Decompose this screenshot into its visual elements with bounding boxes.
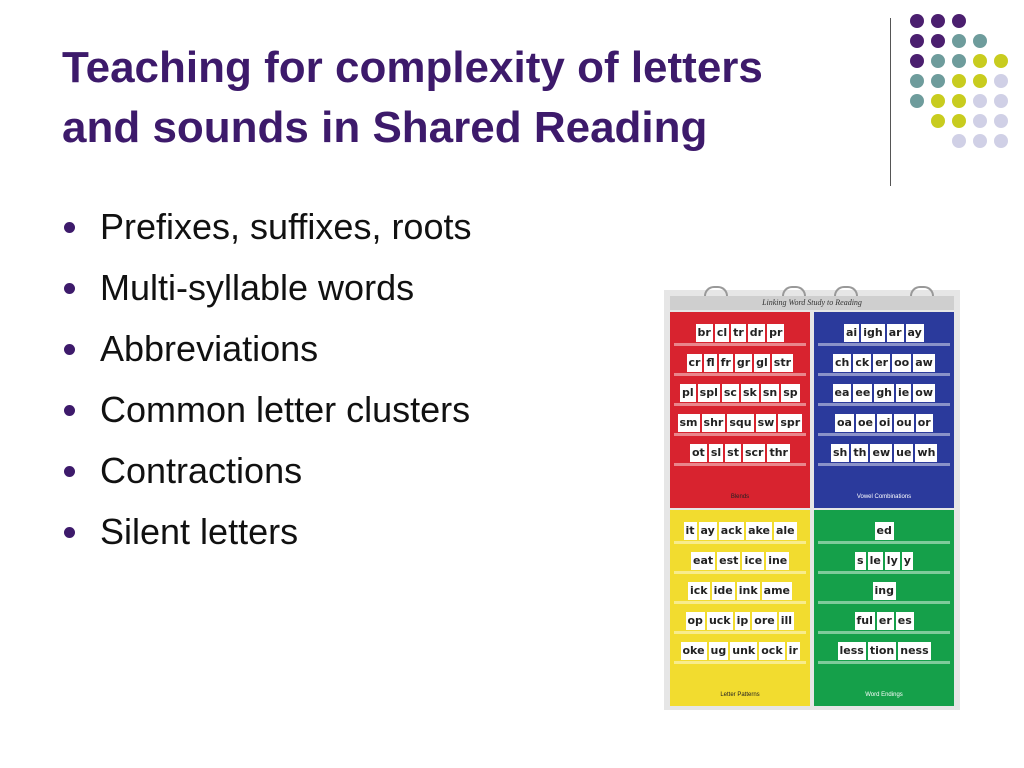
pocket-strip	[818, 661, 950, 664]
word-card-row	[684, 522, 797, 540]
decor-dot	[952, 94, 966, 108]
word-card: thr	[767, 444, 790, 462]
section-label: Letter Patterns	[720, 692, 760, 698]
decor-dot	[973, 34, 987, 48]
bullet-dot-icon	[64, 405, 75, 416]
pocket-strip	[818, 373, 950, 376]
word-card: shr	[702, 414, 726, 432]
bullet-list	[62, 196, 471, 562]
word-card: ing	[873, 582, 896, 600]
word-card-row	[833, 384, 936, 402]
pocket-chart-endings-section	[814, 510, 954, 706]
word-card: ill	[779, 612, 794, 630]
section-label: Word Endings	[865, 692, 903, 698]
bullet-dot-icon	[64, 283, 75, 294]
slide-title	[62, 38, 892, 158]
word-card: sl	[709, 444, 723, 462]
decor-dot	[994, 134, 1008, 148]
word-card: spl	[698, 384, 720, 402]
decor-dot	[952, 34, 966, 48]
word-card: ed	[875, 522, 894, 540]
decor-dot	[910, 14, 924, 28]
word-card: ack	[719, 522, 744, 540]
word-card-row	[855, 612, 914, 630]
word-card: es	[896, 612, 914, 630]
word-card: er	[877, 612, 894, 630]
pocket-strip	[674, 541, 806, 544]
word-card: le	[868, 552, 883, 570]
word-card: ly	[885, 552, 900, 570]
word-card: aw	[913, 354, 935, 372]
word-card: est	[717, 552, 740, 570]
pocket-strip	[674, 571, 806, 574]
decor-dot	[931, 34, 945, 48]
word-card-row	[690, 444, 790, 462]
word-card: ip	[735, 612, 751, 630]
word-card: less	[838, 642, 866, 660]
word-card: ore	[752, 612, 776, 630]
bullet-item	[62, 196, 471, 257]
word-card-row	[875, 522, 894, 540]
word-card: eat	[691, 552, 715, 570]
pocket-strip	[674, 343, 806, 346]
word-card: ar	[887, 324, 904, 342]
word-card-row	[688, 582, 792, 600]
word-card: sp	[781, 384, 799, 402]
word-card-row	[691, 552, 789, 570]
bullet-dot-icon	[64, 527, 75, 538]
pocket-chart-photo	[664, 290, 960, 710]
bullet-item	[62, 257, 471, 318]
pocket-strip	[818, 541, 950, 544]
title-divider-line	[890, 18, 891, 186]
word-card: oe	[856, 414, 875, 432]
pocket-strip	[674, 661, 806, 664]
word-card: ale	[774, 522, 797, 540]
word-card: ink	[737, 582, 760, 600]
word-card: oke	[681, 642, 707, 660]
word-card: th	[851, 444, 868, 462]
decor-dot	[973, 94, 987, 108]
pocket-strip	[674, 433, 806, 436]
word-card: ue	[894, 444, 913, 462]
bullet-item	[62, 440, 471, 501]
word-card: ee	[853, 384, 872, 402]
word-card: cl	[715, 324, 729, 342]
word-card: tion	[868, 642, 896, 660]
word-card: ie	[896, 384, 911, 402]
word-card: ake	[746, 522, 772, 540]
decor-dot	[994, 94, 1008, 108]
decor-dot	[973, 74, 987, 88]
word-card: wh	[915, 444, 937, 462]
word-card: ide	[712, 582, 735, 600]
word-card: sw	[756, 414, 777, 432]
word-card: ful	[855, 612, 875, 630]
word-card: gh	[874, 384, 894, 402]
decor-dot	[973, 114, 987, 128]
word-card: ay	[906, 324, 924, 342]
pocket-chart-header: Linking Word Study to Reading	[670, 296, 954, 310]
decor-dot	[994, 54, 1008, 68]
word-card: ir	[787, 642, 800, 660]
bullet-text: Multi-syllable words	[100, 267, 415, 308]
word-card-row	[831, 444, 937, 462]
word-card: ine	[766, 552, 789, 570]
pocket-strip	[818, 403, 950, 406]
word-card: y	[902, 552, 913, 570]
word-card: pr	[767, 324, 784, 342]
word-card: cr	[687, 354, 703, 372]
word-card: ock	[759, 642, 784, 660]
pocket-strip	[674, 403, 806, 406]
word-card: ew	[870, 444, 892, 462]
pocket-strip	[674, 463, 806, 466]
word-card: uck	[707, 612, 733, 630]
decor-dot	[931, 74, 945, 88]
pocket-strip	[674, 373, 806, 376]
word-card: op	[686, 612, 705, 630]
bullet-item	[62, 318, 471, 379]
pocket-strip	[674, 601, 806, 604]
pocket-chart-vowel-section	[814, 312, 954, 508]
bullet-dot-icon	[64, 344, 75, 355]
pocket-strip	[818, 601, 950, 604]
word-card: ick	[688, 582, 710, 600]
word-card: squ	[727, 414, 753, 432]
word-card: ot	[690, 444, 707, 462]
word-card: st	[725, 444, 741, 462]
word-card: fr	[719, 354, 733, 372]
decor-dot	[931, 94, 945, 108]
pocket-chart-blends-section	[670, 312, 810, 508]
decorative-dot-grid	[910, 14, 1020, 164]
word-card: sm	[678, 414, 700, 432]
word-card: sc	[722, 384, 739, 402]
bullet-dot-icon	[64, 466, 75, 477]
word-card: ame	[762, 582, 792, 600]
word-card: it	[684, 522, 697, 540]
word-card: ck	[853, 354, 871, 372]
word-card-row	[686, 612, 795, 630]
decor-dot	[910, 54, 924, 68]
decor-dot	[952, 74, 966, 88]
word-card: oi	[877, 414, 892, 432]
word-card-row	[838, 642, 931, 660]
word-card-row	[873, 582, 896, 600]
section-label: Blends	[730, 494, 750, 500]
word-card: spr	[778, 414, 802, 432]
decor-dot	[952, 134, 966, 148]
decor-dot	[973, 134, 987, 148]
pocket-strip	[818, 631, 950, 634]
word-card: sn	[761, 384, 779, 402]
decor-dot	[994, 74, 1008, 88]
decor-dot	[910, 74, 924, 88]
decor-dot	[952, 54, 966, 68]
slide-title-line-2: and sounds in Shared Reading	[62, 103, 708, 152]
word-card: oa	[835, 414, 854, 432]
word-card: or	[916, 414, 933, 432]
bullet-text: Common letter clusters	[100, 389, 471, 430]
word-card: pl	[680, 384, 696, 402]
word-card: ea	[833, 384, 852, 402]
word-card: ow	[913, 384, 935, 402]
word-card: igh	[861, 324, 884, 342]
word-card: fl	[704, 354, 716, 372]
word-card: dr	[748, 324, 765, 342]
word-card: sh	[831, 444, 849, 462]
pocket-strip	[818, 571, 950, 574]
bullet-text: Contractions	[100, 450, 303, 491]
word-card: oo	[892, 354, 911, 372]
word-card-row	[678, 414, 803, 432]
word-card: ai	[844, 324, 859, 342]
decor-dot	[952, 14, 966, 28]
word-card-row	[855, 552, 913, 570]
word-card: ay	[699, 522, 717, 540]
slide-title-line-1: Teaching for complexity of letters	[62, 43, 763, 92]
decor-dot	[931, 54, 945, 68]
word-card: gl	[754, 354, 770, 372]
word-card: scr	[743, 444, 766, 462]
bullet-text: Abbreviations	[100, 328, 319, 369]
bullet-dot-icon	[64, 222, 75, 233]
word-card: er	[873, 354, 890, 372]
word-card: s	[855, 552, 866, 570]
bullet-text: Silent letters	[100, 511, 299, 552]
word-card: gr	[735, 354, 752, 372]
word-card-row	[844, 324, 924, 342]
decor-dot	[973, 54, 987, 68]
word-card: unk	[730, 642, 757, 660]
word-card-row	[696, 324, 785, 342]
word-card: br	[696, 324, 713, 342]
word-card: str	[772, 354, 793, 372]
pocket-strip	[818, 463, 950, 466]
bullet-item	[62, 379, 471, 440]
decor-dot	[952, 114, 966, 128]
pocket-chart-patterns-section	[670, 510, 810, 706]
pocket-strip	[818, 343, 950, 346]
pocket-strip	[674, 631, 806, 634]
word-card: ch	[833, 354, 851, 372]
word-card: ice	[742, 552, 764, 570]
word-card-row	[687, 354, 794, 372]
word-card: tr	[731, 324, 746, 342]
decor-dot	[910, 34, 924, 48]
word-card-row	[680, 384, 800, 402]
section-label: Vowel Combinations	[856, 494, 912, 500]
bullet-text: Prefixes, suffixes, roots	[100, 206, 472, 247]
bullet-item	[62, 501, 471, 562]
decor-dot	[910, 94, 924, 108]
decor-dot	[994, 114, 1008, 128]
decor-dot	[931, 114, 945, 128]
word-card-row	[833, 354, 935, 372]
word-card: ou	[894, 414, 913, 432]
word-card: ug	[709, 642, 729, 660]
word-card-row	[681, 642, 800, 660]
word-card-row	[835, 414, 933, 432]
word-card: sk	[741, 384, 759, 402]
decor-dot	[931, 14, 945, 28]
pocket-strip	[818, 433, 950, 436]
word-card: ness	[898, 642, 930, 660]
